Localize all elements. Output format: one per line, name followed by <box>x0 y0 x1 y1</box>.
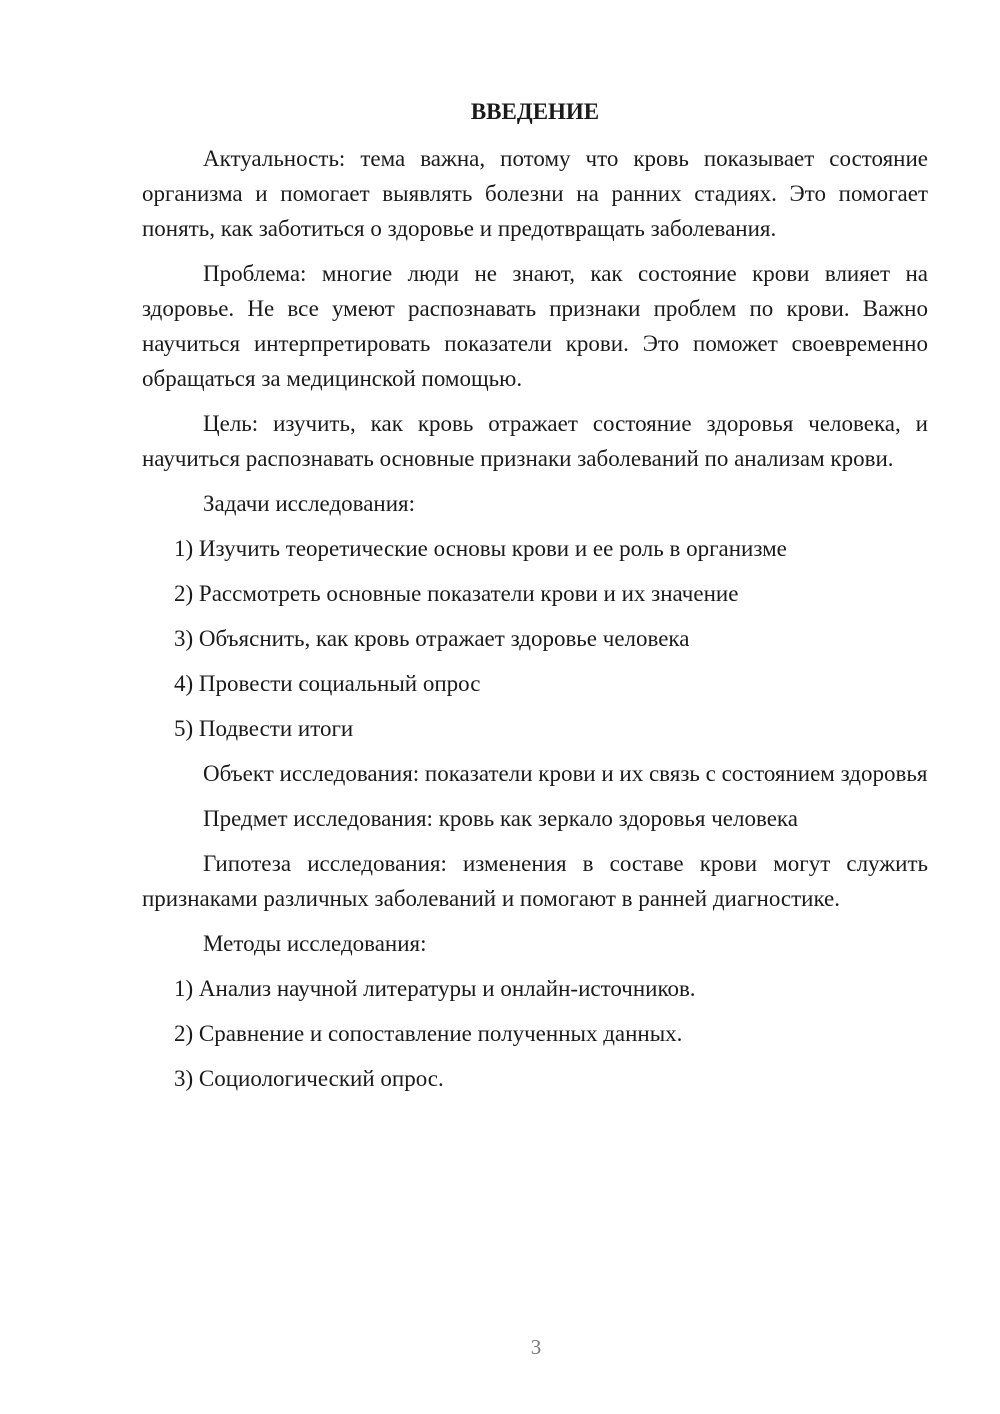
object-paragraph: Объект исследования: показатели крови и их связь с состоянием здоровья <box>203 761 928 786</box>
hypothesis-paragraph: Гипотеза исследования: изменения в составе крови могут служить признаками различных заболеваний и помогают в ранней диагностике. <box>142 851 928 911</box>
problem-paragraph: Проблема: многие люди не знают, как состояние крови влияет на здоровье. Не все умеют распознавать признаки проблем по крови. Важно научиться интерпретировать показатели крови. Это поможет своевременно обращаться за медицинской помощью. <box>142 261 928 391</box>
section-title: ВВЕДЕНИЕ <box>470 99 600 124</box>
list-item: 1) Анализ научной литературы и онлайн-источников. <box>174 976 696 1001</box>
relevance-paragraph: Актуальность: тема важна, потому что кровь показывает состояние организма и помогает выявлять болезни на ранних стадиях. Это помогает понять, как заботиться о здоровье и предотвращать заболевания. <box>142 146 928 241</box>
list-item: 2) Рассмотреть основные показатели крови и их значение <box>174 581 739 606</box>
list-item: 3) Объяснить, как кровь отражает здоровье человека <box>174 626 690 651</box>
tasks-heading: Задачи исследования: <box>203 491 416 516</box>
document-page <box>142 94 928 1106</box>
page-number: 3 <box>530 1335 542 1359</box>
goal-paragraph: Цель: изучить, как кровь отражает состояние здоровья человека, и научиться распознавать основные признаки заболеваний по анализам крови. <box>142 411 928 471</box>
list-item: 5) Подвести итоги <box>174 716 354 741</box>
list-item: 4) Провести социальный опрос <box>174 671 481 696</box>
tasks-list <box>142 531 928 746</box>
list-item: 2) Сравнение и сопоставление полученных данных. <box>174 1021 683 1046</box>
list-item: 3) Социологический опрос. <box>174 1066 444 1091</box>
methods-list <box>142 971 928 1096</box>
methods-heading: Методы исследования: <box>203 931 427 956</box>
list-item: 1) Изучить теоретические основы крови и ее роль в организме <box>174 536 787 561</box>
subject-paragraph: Предмет исследования: кровь как зеркало здоровья человека <box>203 806 798 831</box>
